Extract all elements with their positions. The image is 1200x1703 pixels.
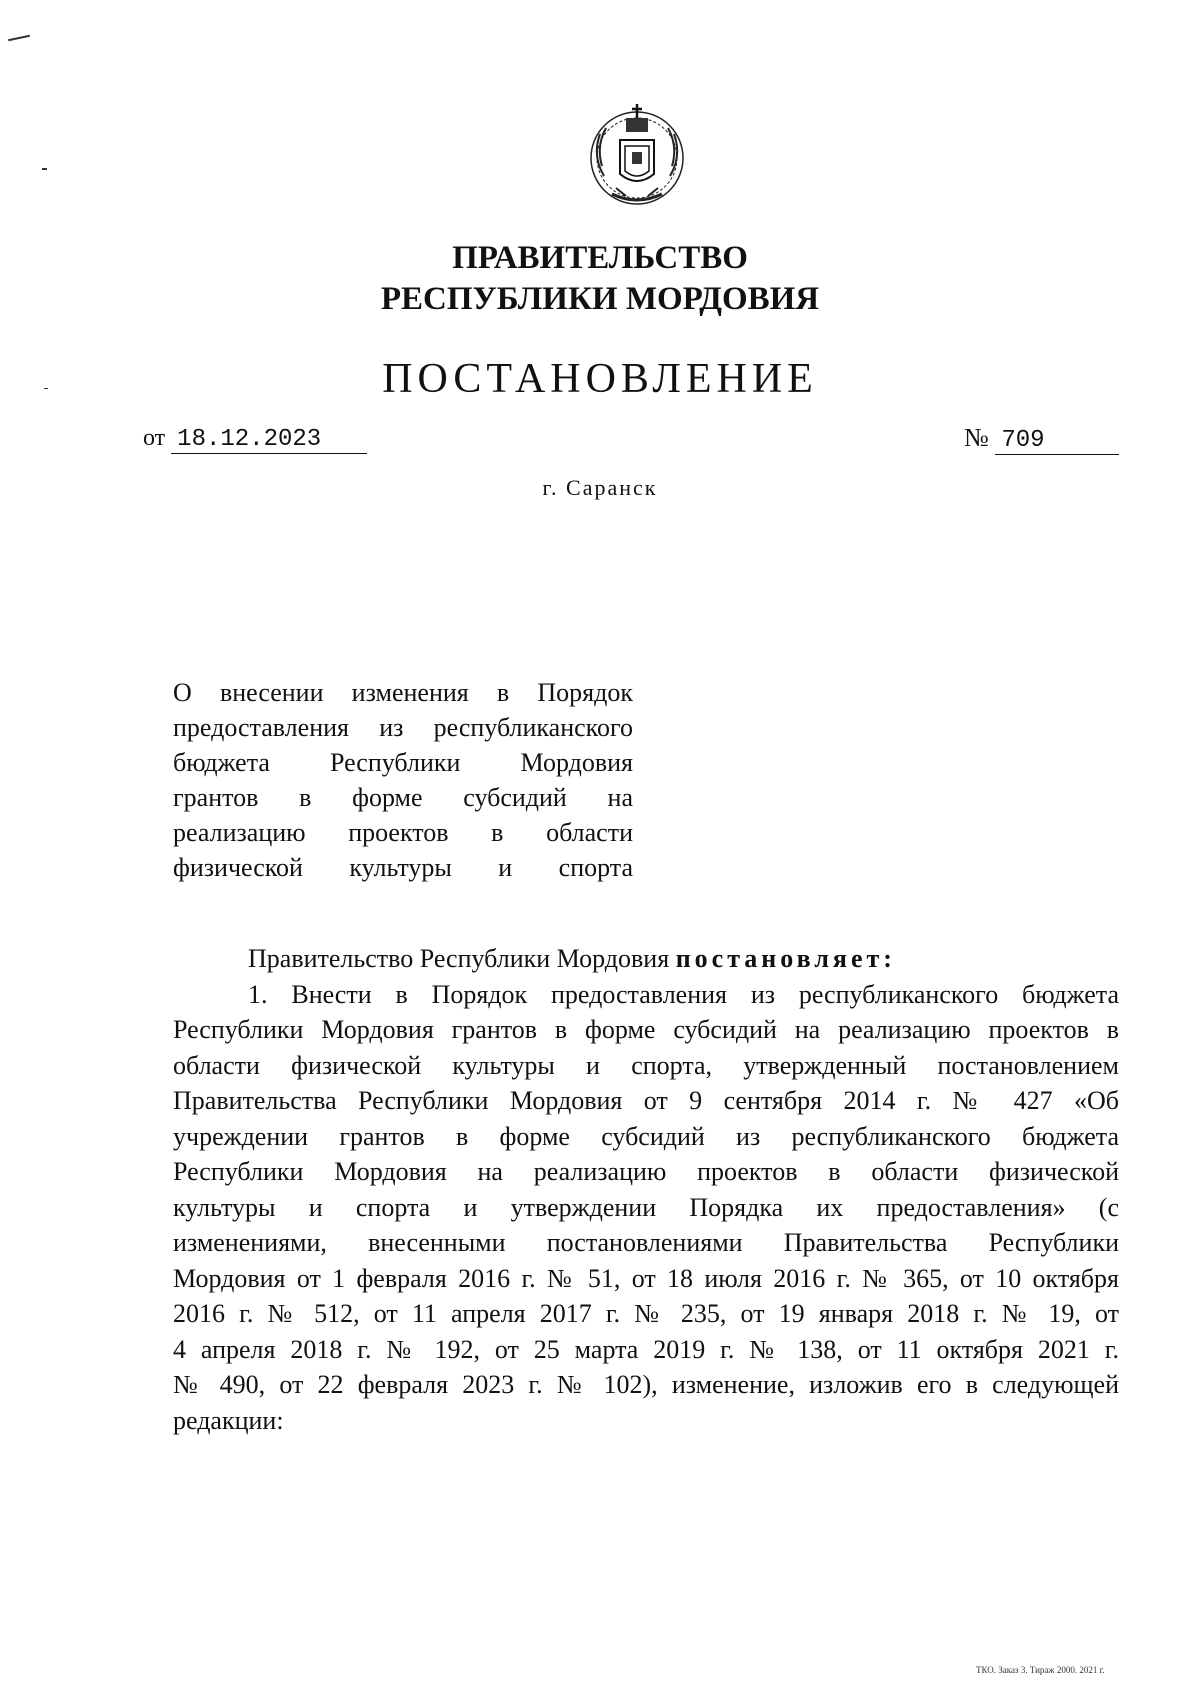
- document-number: [964, 423, 1119, 455]
- body-line: 1. Внести в Порядок предоставления из республиканского бюджета: [248, 979, 1119, 1009]
- subject-line: физической культуры и спорта: [173, 853, 633, 882]
- subject-line: бюджета Республики Мордовия: [173, 748, 633, 777]
- number-prefix: №: [964, 423, 989, 452]
- scan-artifact: [8, 35, 30, 42]
- number-value: 709: [995, 427, 1119, 455]
- document-body: [173, 941, 1119, 1438]
- body-line: изменениями, внесенными постановлениями Правительства Республики: [173, 1228, 1119, 1257]
- scan-artifact: [42, 168, 47, 170]
- preamble-text: Правительство Республики Мордовия: [248, 944, 676, 973]
- document-type: ПОСТАНОВЛЕНИЕ: [382, 356, 818, 402]
- body-line: 2016 г. № 512, от 11 апреля 2017 г. № 235, от 19 января 2018 г. № 19, от: [173, 1299, 1119, 1328]
- print-info: ТКО. Заказ 3. Тираж 2000. 2021 г.: [976, 1665, 1105, 1675]
- subject-line: О внесении изменения в Порядок: [173, 678, 633, 707]
- date-prefix: от: [143, 425, 166, 451]
- organization-title: ПРАВИТЕЛЬСТВО: [452, 240, 748, 276]
- subject-line: предоставления из республиканского: [173, 713, 633, 742]
- preamble-verb: постановляет:: [675, 944, 896, 973]
- document-city: г. Саранск: [542, 475, 658, 500]
- body-line: учреждении грантов в форме субсидий из республиканского бюджета: [173, 1121, 1119, 1151]
- body-line: Мордовия от 1 февраля 2016 г. № 51, от 18 июля 2016 г. № 365, от 10 октября: [173, 1263, 1119, 1293]
- coat-of-arms-icon: [582, 96, 692, 211]
- organization-subtitle: РЕСПУБЛИКИ МОРДОВИЯ: [380, 281, 820, 317]
- document-date: [143, 425, 367, 454]
- body-line: 4 апреля 2018 г. № 192, от 25 марта 2019 г. № 138, от 11 октября 2021 г.: [173, 1334, 1119, 1364]
- subject-line: грантов в форме субсидий на: [173, 783, 633, 812]
- body-line: Правительства Республики Мордовия от 9 сентября 2014 г. № 427 «Об: [173, 1086, 1119, 1115]
- body-line: редакции:: [173, 1405, 284, 1435]
- body-line: области физической культуры и спорта, утвержденный постановлением: [173, 1050, 1119, 1080]
- body-line: Республики Мордовия грантов в форме субсидий на реализацию проектов в: [173, 1015, 1119, 1044]
- document-subject: [173, 675, 633, 885]
- subject-line: реализацию проектов в области: [173, 818, 633, 847]
- body-line: Республики Мордовия на реализацию проектов в области физической: [173, 1157, 1119, 1186]
- date-value: 18.12.2023: [171, 426, 367, 454]
- body-line: культуры и спорта и утверждении Порядка их предоставления» (с: [173, 1192, 1119, 1222]
- preamble: [173, 941, 1119, 977]
- body-line: № 490, от 22 февраля 2023 г. № 102), изменение, изложив его в следующей: [173, 1370, 1119, 1399]
